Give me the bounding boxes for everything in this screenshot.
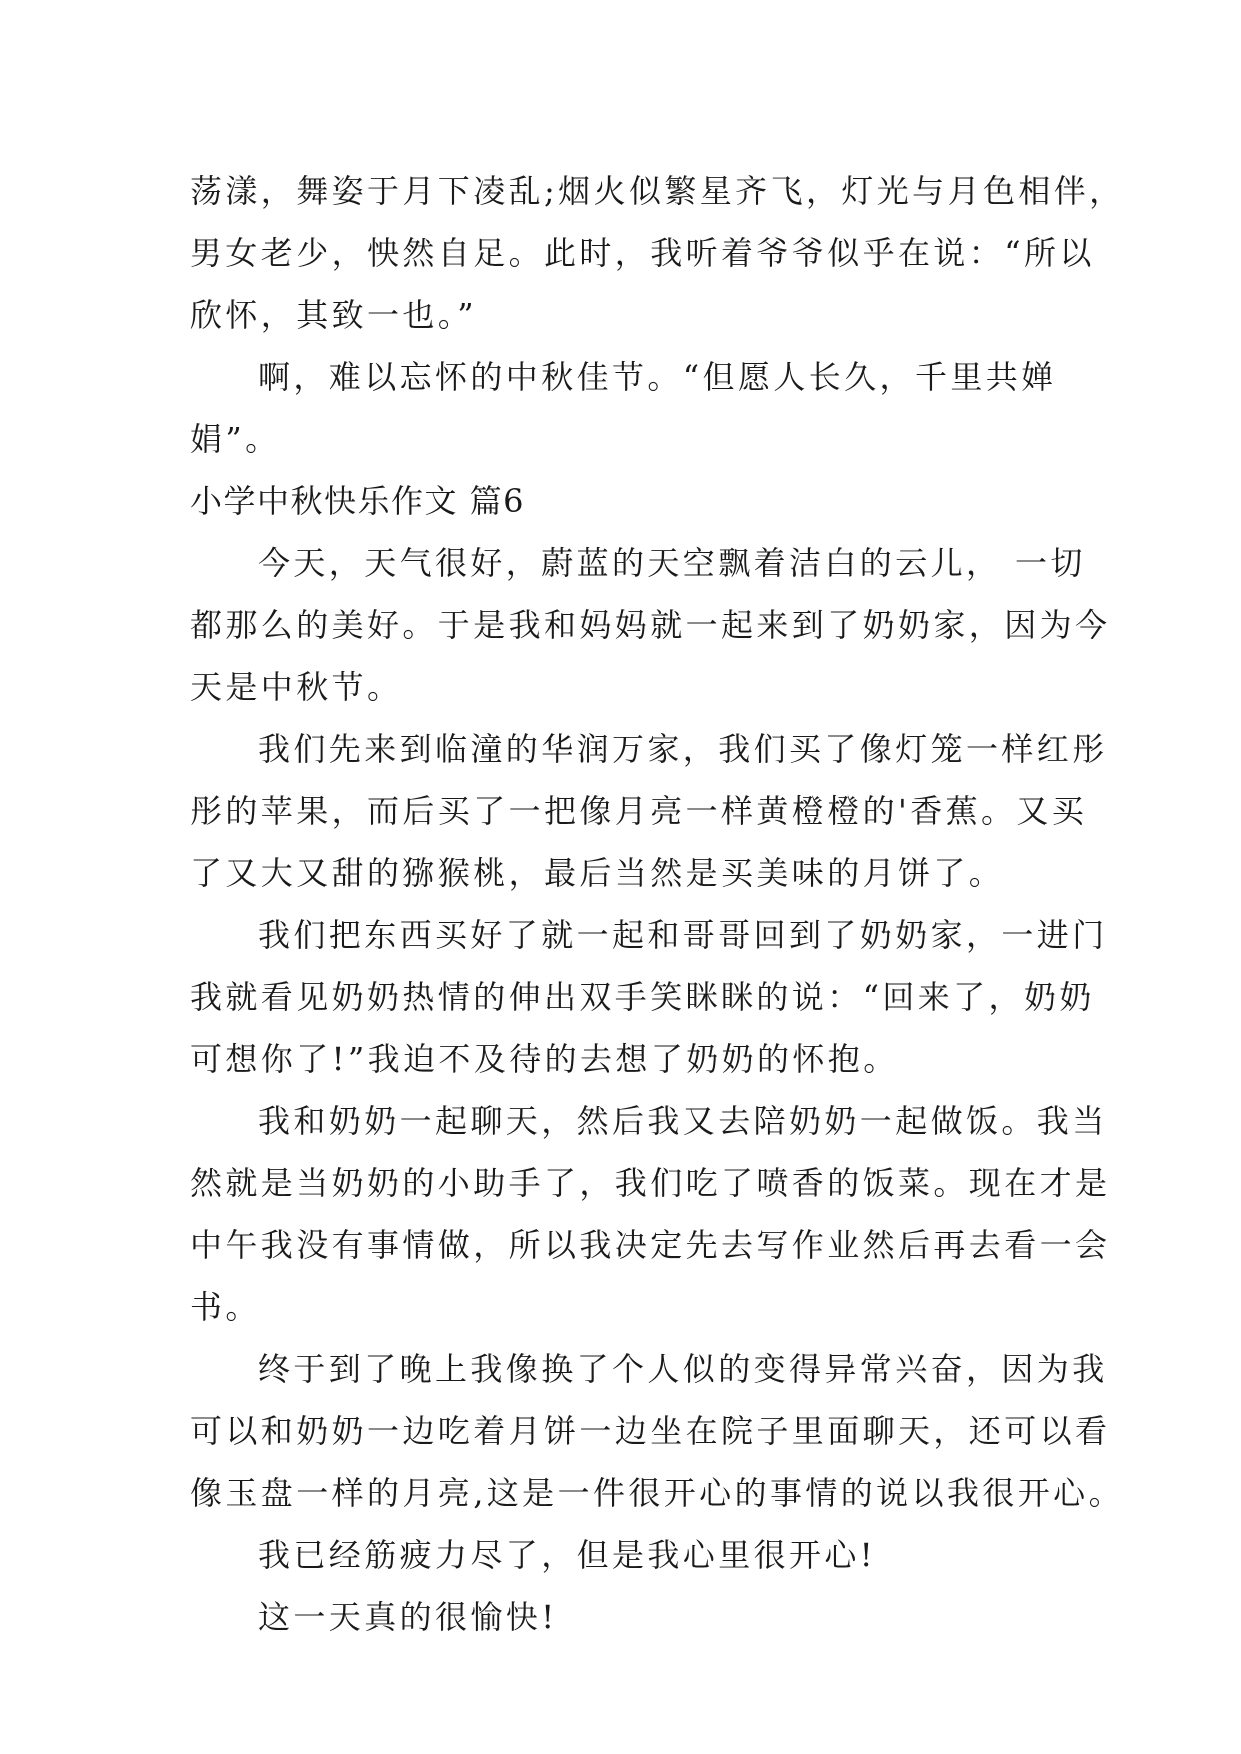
paragraph-line: 娟”。 <box>190 420 281 458</box>
section-heading: 小学中秋快乐作文 篇6 <box>190 482 526 520</box>
paragraph-line: 欣怀，其致一也。” <box>190 296 477 334</box>
paragraph-line: 我就看见奶奶热情的伸出双手笑眯眯的说：“回来了，奶奶 <box>190 978 1095 1016</box>
paragraph-line: 啊，难以忘怀的中秋佳节。“但愿人长久，千里共婵 <box>258 358 1057 396</box>
paragraph-line: 男女老少，怏然自足。此时，我听着爷爷似乎在说：“所以 <box>190 234 1095 272</box>
paragraph-line: 今天，天气很好，蔚蓝的天空飘着洁白的云儿， 一切 <box>258 544 1086 582</box>
paragraph-line: 这一天真的很愉快! <box>258 1598 558 1636</box>
paragraph-line: 终于到了晚上我像换了个人似的变得异常兴奋，因为我 <box>258 1350 1108 1388</box>
paragraph-line: 彤的苹果，而后买了一把像月亮一样黄橙橙的'香蕉。又买 <box>190 792 1088 830</box>
paragraph-line: 中午我没有事情做，所以我决定先去写作业然后再去看一会 <box>190 1226 1111 1264</box>
paragraph-line: 可想你了!”我迫不及待的去想了奶奶的怀抱。 <box>190 1040 899 1078</box>
paragraph-line: 书。 <box>190 1288 261 1326</box>
paragraph-line: 我和奶奶一起聊天，然后我又去陪奶奶一起做饭。我当 <box>258 1102 1108 1140</box>
paragraph-line: 可以和奶奶一边吃着月饼一边坐在院子里面聊天，还可以看 <box>190 1412 1111 1450</box>
paragraph-line: 然就是当奶奶的小助手了，我们吃了喷香的饭菜。现在才是 <box>190 1164 1111 1202</box>
paragraph-line: 我们先来到临潼的华润万家，我们买了像灯笼一样红彤 <box>258 730 1108 768</box>
document-body <box>190 160 1125 1648</box>
paragraph-line: 都那么的美好。于是我和妈妈就一起来到了奶奶家，因为今 <box>190 606 1111 644</box>
paragraph-line: 了又大又甜的猕猴桃，最后当然是买美味的月饼了。 <box>190 854 1005 892</box>
paragraph-line: 像玉盘一样的月亮,这是一件很开心的事情的说以我很开心。 <box>190 1474 1124 1512</box>
paragraph-line: 我已经筋疲力尽了，但是我心里很开心! <box>258 1536 877 1574</box>
paragraph-line: 荡漾，舞姿于月下凌乱;烟火似繁星齐飞，灯光与月色相伴， <box>190 172 1125 210</box>
paragraph-line: 天是中秋节。 <box>190 668 403 706</box>
paragraph-line: 我们把东西买好了就一起和哥哥回到了奶奶家，一进门 <box>258 916 1108 954</box>
